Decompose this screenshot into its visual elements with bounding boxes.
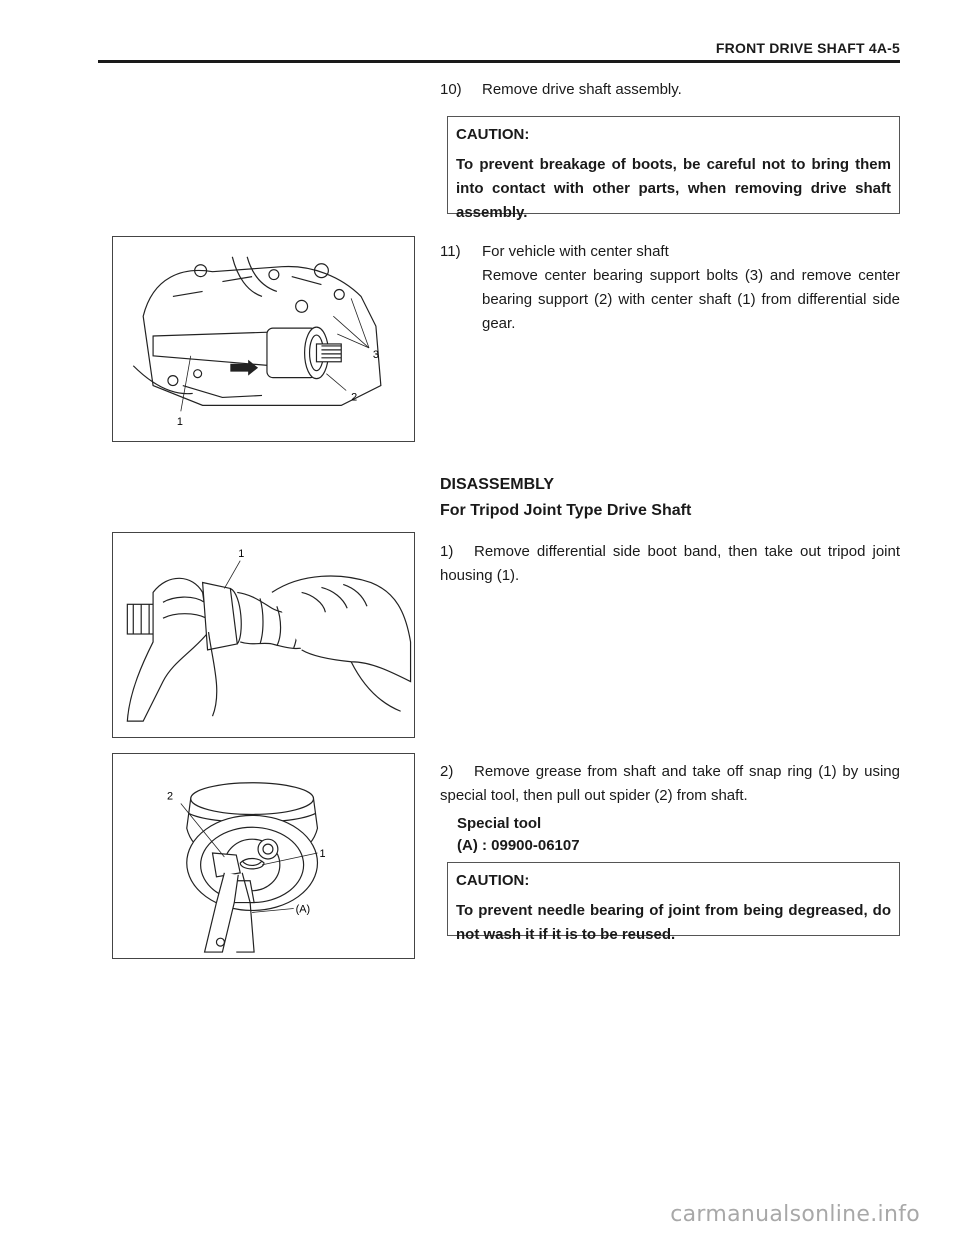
step-number: 11): [440, 243, 461, 260]
caution-title: CAUTION:: [456, 872, 530, 889]
caution-box: [447, 116, 900, 221]
callout-3: 3: [372, 348, 379, 361]
watermark: carmanualsonline.info: [670, 1202, 920, 1227]
step-number: 2): [440, 763, 454, 780]
caution-box: [447, 862, 900, 943]
step-11: [440, 240, 900, 336]
step-text: Remove differential side boot band, then take out tripod joint housing (1).: [440, 543, 900, 584]
tripod-housing-illustration: [113, 533, 414, 737]
step-1: [440, 540, 900, 588]
figure-snap-ring: [112, 753, 415, 959]
step-text: Remove drive shaft assembly.: [482, 81, 682, 98]
step-number: 1): [440, 543, 454, 560]
step-2: [440, 760, 900, 808]
caution-text: To prevent breakage of boots, be careful not to bring them into contact with other parts, when removing drive shaft assembly.: [456, 156, 891, 221]
step-text: Remove center bearing support bolts (3) and remove center bearing support (2) with center shaft (1) from differential side gear.: [482, 267, 900, 332]
callout-1: 1: [176, 416, 183, 429]
center-shaft-illustration: [113, 237, 414, 441]
step-line: For vehicle with center shaft: [482, 243, 669, 260]
callout-1: 1: [319, 847, 326, 860]
callout-a: (A): [295, 903, 311, 916]
snap-ring-illustration: [113, 754, 414, 958]
step-10: [440, 78, 900, 102]
figure-center-shaft: [112, 236, 415, 442]
special-tool-label: Special tool: [457, 815, 542, 832]
header-rule: [98, 60, 900, 63]
callout-2: 2: [166, 790, 174, 803]
caution-text: To prevent needle bearing of joint from being degreased, do not wash it if it is to be reused.: [456, 902, 891, 943]
figure-tripod-housing: [112, 532, 415, 738]
callout-1: 1: [238, 547, 245, 560]
step-text: Remove grease from shaft and take off snap ring (1) by using special tool, then pull out spider (2) from shaft.: [440, 763, 900, 804]
page-header-title: FRONT DRIVE SHAFT 4A-5: [715, 40, 900, 56]
callout-2: 2: [351, 391, 358, 404]
section-subheading: For Tripod Joint Type Drive Shaft: [440, 502, 692, 519]
section-heading: DISASSEMBLY: [440, 476, 555, 493]
step-number: 10): [440, 81, 462, 98]
caution-title: CAUTION:: [456, 126, 530, 143]
special-tool-value: (A) : 09900-06107: [457, 837, 580, 854]
